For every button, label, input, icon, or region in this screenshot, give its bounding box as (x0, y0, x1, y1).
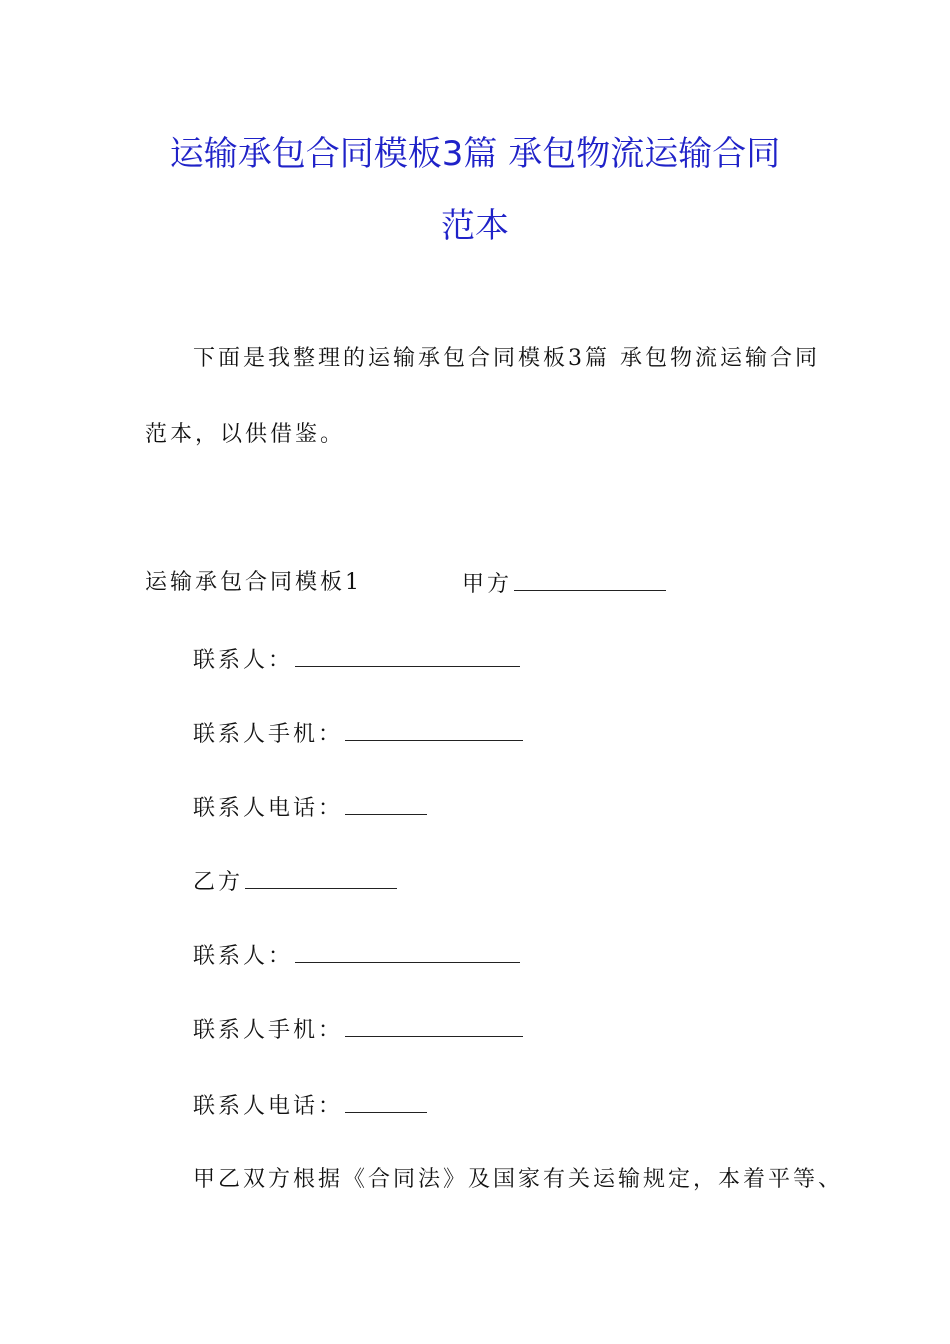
party-b-contact-blank (295, 940, 520, 963)
document-title-line-2: 范本 (441, 206, 509, 246)
party-b-blank (245, 866, 397, 889)
party-a-contact-row (193, 644, 520, 676)
intro-line-2: 范本，以供借鉴。 (145, 422, 346, 447)
clause-start-line: 甲乙双方根据《合同法》及国家有关运输规定，本着平等、 (193, 1167, 844, 1192)
party-a-mobile-label: 联系人手机： (193, 722, 344, 747)
document-title-line-1: 运输承包合同模板3篇 承包物流运输合同 (169, 134, 781, 174)
party-b-phone-label: 联系人电话： (193, 1094, 344, 1119)
party-a-contact-blank (295, 644, 520, 667)
party-b-mobile-label: 联系人手机： (193, 1018, 344, 1043)
party-a-phone-row (193, 792, 427, 824)
party-b-contact-row (193, 940, 520, 972)
party-a-mobile-blank (345, 718, 523, 741)
intro-line-1: 下面是我整理的运输承包合同模板3篇 承包物流运输合同 (193, 346, 820, 371)
party-a-contact-label: 联系人： (193, 648, 294, 673)
party-a-phone-blank (345, 792, 427, 815)
section-heading: 运输承包合同模板1 (145, 570, 362, 595)
party-a-label: 甲方 (462, 572, 513, 597)
party-b-contact-label: 联系人： (193, 944, 294, 969)
party-b-row (193, 866, 397, 898)
party-a-row (462, 568, 666, 600)
party-b-mobile-blank (345, 1014, 523, 1037)
party-b-mobile-row (193, 1014, 523, 1046)
party-a-phone-label: 联系人电话： (193, 796, 344, 821)
party-a-mobile-row (193, 718, 523, 750)
party-a-blank (514, 568, 666, 591)
party-b-label: 乙方 (193, 870, 244, 895)
party-b-phone-row (193, 1090, 427, 1122)
party-b-phone-blank (345, 1090, 427, 1113)
